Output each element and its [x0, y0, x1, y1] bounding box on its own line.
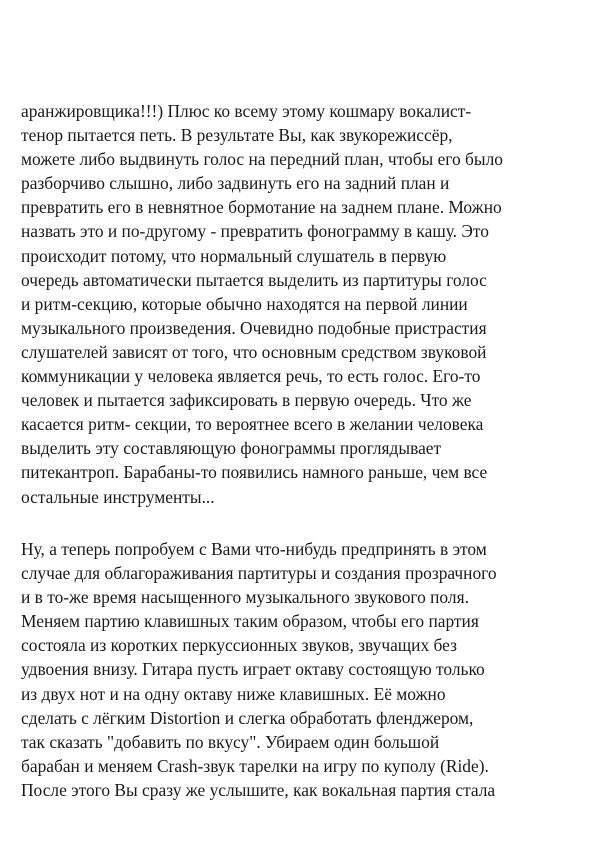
text-line: После этого Вы сразу же услышите, как вокальная партия стала	[21, 779, 496, 800]
text-line: и в то-же время насыщенного музыкального звукового поля.	[21, 587, 469, 608]
text-line: превратить его в невнятное бормотание на заднем плане. Можно	[21, 197, 502, 218]
text-line: аранжировщика!!!) Плюс ко всему этому кошмару вокалист-	[21, 101, 472, 121]
text-line: коммуникации у человека является речь, то есть голос. Его-то	[21, 366, 481, 387]
text-line: Меняем партию клавишных таким образом, чтобы его партия	[21, 611, 479, 632]
text-line: барабан и меняем Crash-звук тарелки на игру по куполу (Ride).	[21, 755, 489, 776]
text-line: Ну, а теперь попробуем с Вами что-нибудь предпринять в этом	[21, 539, 487, 559]
text-line: касается ритм- секции, то вероятнее всего в желании человека	[21, 414, 484, 435]
paragraph-2	[21, 537, 581, 802]
text-line: выделить эту составляющую фонограммы проглядывает	[21, 438, 442, 459]
text-line: остальные инструменты...	[21, 486, 215, 507]
text-line: человек и пытается зафиксировать в первую очередь. Что же	[21, 390, 472, 411]
text-line: из двух нот и на одну октаву ниже клавишных. Её можно	[21, 683, 446, 704]
text-line: случае для облагораживания партитуры и создания прозрачного	[21, 563, 497, 584]
text-line: питекантроп. Барабаны-то появились намного раньше, чем все	[21, 462, 488, 483]
text-line: назвать это и по-другому - превратить фонограмму в кашу. Это	[21, 221, 489, 242]
text-line: можете либо выдвинуть голос на передний план, чтобы его было	[21, 149, 503, 170]
text-line: и ритм-секцию, которые обычно находятся на первой линии	[21, 293, 468, 314]
text-line: музыкального произведения. Очевидно подобные пристрастия	[21, 317, 487, 338]
paragraph-1	[21, 99, 581, 509]
text-line: удвоения внизу. Гитара пусть играет октаву состоящую только	[21, 659, 485, 680]
text-line: состояла из коротких перкуссионных звуков, звучащих без	[21, 635, 457, 656]
text-line: слушателей зависят от того, что основным средством звуковой	[21, 341, 487, 362]
text-line: очередь автоматически пытается выделить из партитуры голос	[21, 269, 487, 290]
text-line: сделать с лёгким Distortion и слегка обработать фленджером,	[21, 707, 474, 728]
text-line: так сказать "добавить по вкусу". Убираем один большой	[21, 731, 440, 752]
text-line: тенор пытается петь. В результате Вы, как звукорежиссёр,	[21, 125, 453, 146]
text-line: происходит потому, что нормальный слушатель в первую	[21, 245, 447, 266]
text-line: разборчиво слышно, либо задвинуть его на задний план и	[21, 173, 450, 194]
